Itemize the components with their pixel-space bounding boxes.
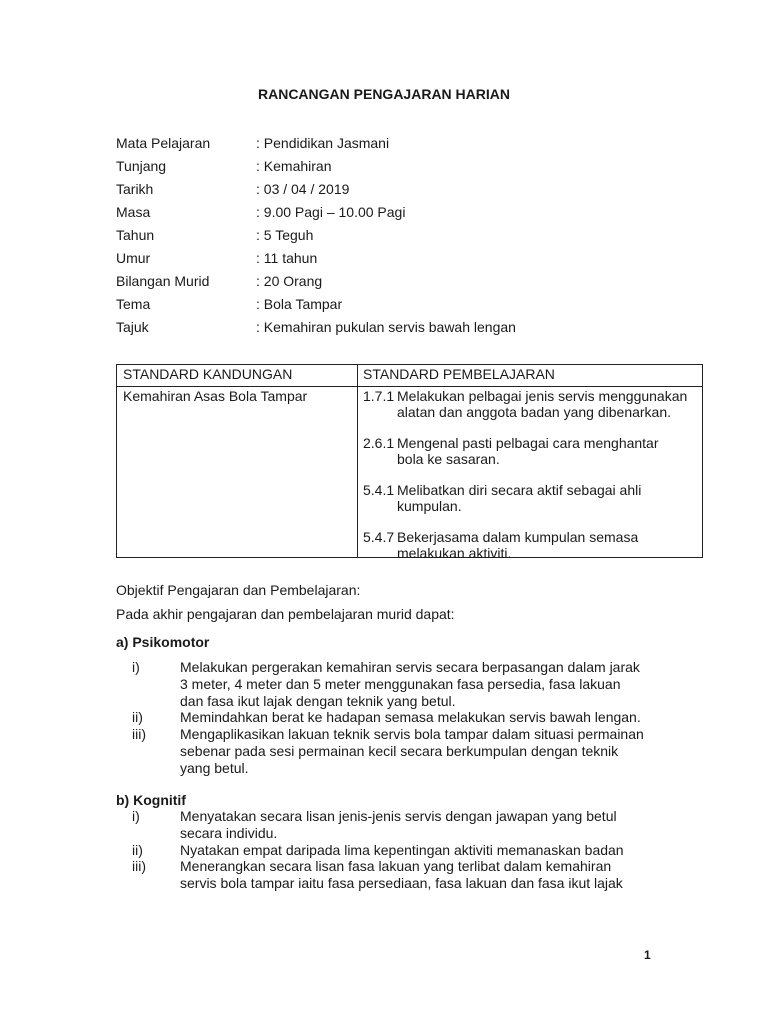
info-value: : Pendidikan Jasmani: [256, 132, 389, 155]
lesson-info: [116, 132, 516, 339]
objective-block: [116, 581, 455, 629]
info-label: Umur: [116, 250, 151, 266]
pembelajaran-item: [363, 529, 699, 561]
list-line: Menyatakan secara lisan jenis-jenis servis dengan jawapan yang betul: [180, 808, 617, 824]
standard-line: Melakukan pelbagai jenis servis menggunakan: [397, 388, 688, 404]
list-text: [180, 842, 676, 859]
list-text: [180, 858, 676, 892]
standard-line: Mengenal pasti pelbagai cara menghantar: [397, 435, 659, 451]
info-value: : 20 Orang: [256, 270, 322, 293]
list-number: ii): [132, 709, 143, 726]
list-number: i): [132, 808, 140, 824]
info-value: : 03 / 04 / 2019: [256, 178, 349, 201]
list-text: [180, 726, 676, 776]
standard-text: [397, 388, 699, 420]
standard-line: bola ke sasaran.: [397, 451, 500, 467]
kandungan-cell: Kemahiran Asas Bola Tampar: [123, 388, 308, 404]
list-item: [116, 659, 676, 709]
info-value: : Bola Tampar: [256, 293, 342, 316]
info-label: Tajuk: [116, 319, 149, 335]
info-value: : 11 tahun: [256, 247, 317, 270]
pembelajaran-list: [363, 388, 699, 576]
standard-code: 5.4.7: [363, 529, 395, 545]
info-label: Mata Pelajaran: [116, 135, 211, 151]
standard-text: [397, 529, 699, 561]
info-row: [116, 293, 516, 316]
list-item: [116, 858, 676, 892]
list-line: yang betul.: [180, 759, 249, 776]
info-value: : 9.00 Pagi – 10.00 Pagi: [256, 201, 405, 224]
kandungan-header: STANDARD KANDUNGAN: [123, 366, 293, 382]
standard-text: [397, 435, 699, 467]
list-line: Memindahkan berat ke hadapan semasa melakukan servis bawah lengan.: [180, 709, 641, 726]
psikomotor-list: [116, 659, 676, 777]
standards-table: [116, 364, 703, 561]
list-line: secara individu.: [180, 824, 278, 841]
list-line: 3 meter, 4 meter dan 5 meter menggunakan fasa persedia, fasa lakuan: [180, 675, 621, 692]
list-text: [180, 659, 676, 709]
standard-line: melakukan aktiviti.: [397, 545, 512, 561]
list-item: [116, 808, 676, 842]
info-label: Masa: [116, 204, 151, 220]
page-title: RANCANGAN PENGAJARAN HARIAN: [257, 86, 510, 102]
info-value: : Kemahiran: [256, 155, 331, 178]
pembelajaran-item: [363, 388, 699, 420]
info-label: Bilangan Murid: [116, 273, 210, 289]
standard-text: [397, 482, 699, 514]
info-label: Tunjang: [116, 158, 167, 174]
list-text: [180, 709, 676, 726]
list-number: i): [132, 659, 140, 675]
kognitif-heading: b) Kognitif: [116, 792, 186, 808]
info-row: [116, 247, 516, 270]
info-label: Tema: [116, 296, 151, 312]
info-row: [116, 155, 516, 178]
info-value: : Kemahiran pukulan servis bawah lengan: [256, 316, 516, 339]
list-item: [116, 842, 676, 859]
standard-line: alatan dan anggota badan yang dibenarkan.: [397, 404, 672, 420]
info-row: [116, 178, 516, 201]
info-row: [116, 224, 516, 247]
list-line: servis bola tampar iaitu fasa persediaan, fasa lakuan dan fasa ikut lajak: [180, 875, 623, 892]
objective-heading: Objektif Pengajaran dan Pembelajaran:: [116, 582, 361, 598]
standard-line: Bekerjasama dalam kumpulan semasa: [397, 529, 639, 545]
info-row: [116, 201, 516, 224]
info-row: [116, 132, 516, 155]
list-line: Nyatakan empat daripada lima kepentingan aktiviti memanaskan badan: [180, 841, 624, 858]
list-line: Mengaplikasikan lakuan teknik servis bola tampar dalam situasi permainan: [180, 726, 644, 743]
list-line: Menerangkan secara lisan fasa lakuan yang terlibat dalam kemahiran: [180, 858, 612, 875]
kognitif-list: [116, 808, 676, 892]
list-item: [116, 709, 676, 726]
info-value: : 5 Teguh: [256, 224, 313, 247]
standard-code: 2.6.1: [363, 435, 395, 451]
list-line: Melakukan pergerakan kemahiran servis secara berpasangan dalam jarak: [180, 659, 640, 675]
standard-code: 1.7.1: [363, 388, 395, 404]
standard-line: kumpulan.: [397, 498, 462, 514]
list-line: dan fasa ikut lajak dengan teknik yang betul.: [180, 692, 456, 709]
psikomotor-heading: a) Psikomotor: [116, 634, 210, 650]
list-number: iii): [132, 858, 146, 875]
info-label: Tahun: [116, 227, 155, 243]
list-text: [180, 808, 676, 842]
info-row: [116, 270, 516, 293]
page-number: 1: [644, 948, 651, 962]
list-number: iii): [132, 726, 146, 743]
info-label: Tarikh: [116, 181, 154, 197]
list-number: ii): [132, 841, 143, 858]
info-row: [116, 316, 516, 339]
pembelajaran-item: [363, 435, 699, 467]
pembelajaran-header: STANDARD PEMBELAJARAN: [363, 366, 555, 382]
list-line: sebenar pada sesi permainan kecil secara berkumpulan dengan teknik: [180, 742, 619, 759]
table-column-divider: [357, 365, 358, 557]
objective-intro: Pada akhir pengajaran dan pembelajaran murid dapat:: [116, 606, 455, 622]
standard-code: 5.4.1: [363, 482, 395, 498]
pembelajaran-item: [363, 482, 699, 514]
standard-line: Melibatkan diri secara aktif sebagai ahli: [397, 482, 642, 498]
list-item: [116, 726, 676, 776]
